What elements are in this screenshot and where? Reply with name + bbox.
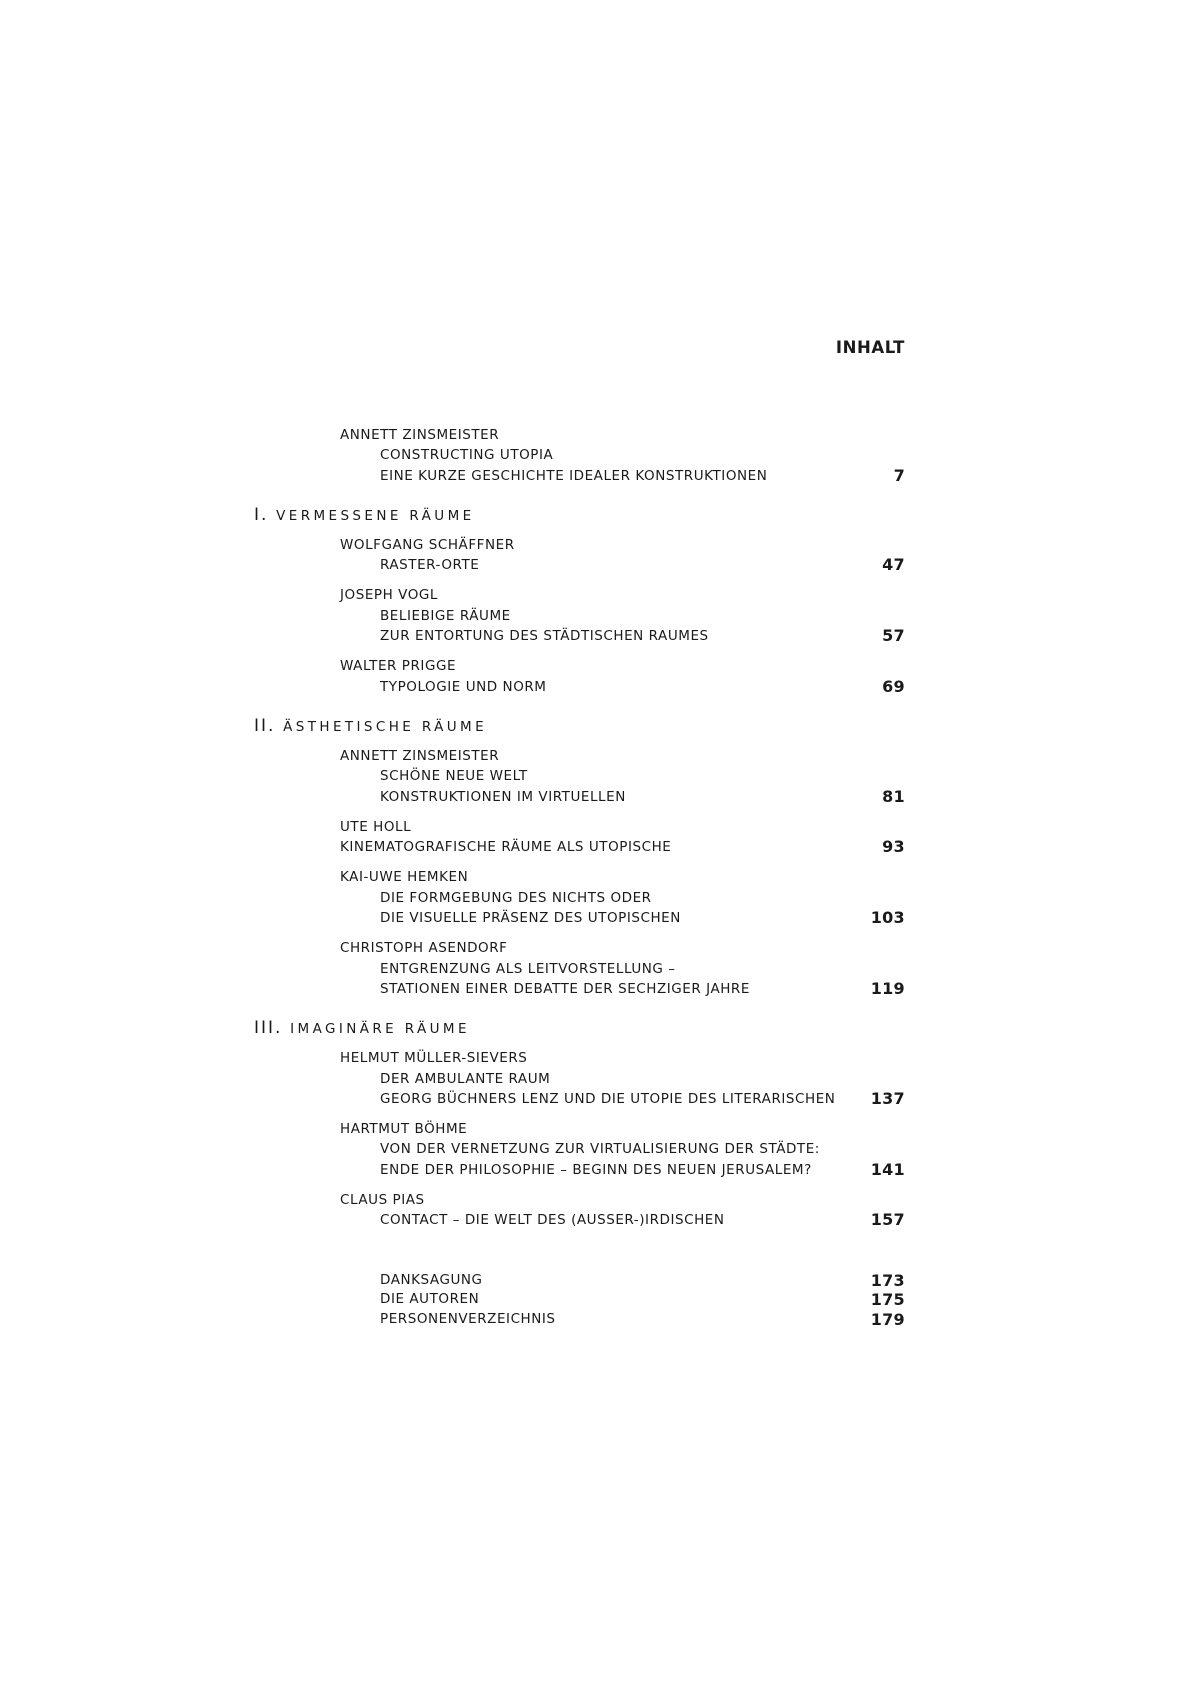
entry-title-line xyxy=(0,626,1200,646)
entry-subtitle: GEORG BÜCHNERS LENZ UND DIE UTOPIE DES LITERARISCHEN xyxy=(380,1090,836,1107)
entry-author: ANNETT ZINSMEISTER xyxy=(340,427,500,443)
entry-title-line xyxy=(0,787,1200,807)
entry-title: RASTER-ORTE xyxy=(380,557,480,574)
section-numeral: I. xyxy=(254,504,269,525)
section-label: VERMESSENE RÄUME xyxy=(276,507,475,524)
entry-title: TYPOLOGIE UND NORM xyxy=(380,678,547,695)
entry-title: CONTACT – DIE WELT DES (AUSSER-)IRDISCHEN xyxy=(380,1212,725,1229)
page-number: 157 xyxy=(870,1210,905,1230)
entry-title-line xyxy=(0,979,1200,999)
entry-title: KINEMATOGRAFISCHE RÄUME ALS UTOPISCHE xyxy=(340,839,672,856)
entry-author: CHRISTOPH ASENDORF xyxy=(340,940,508,957)
entry-title-line: DIE FORMGEBUNG DES NICHTS ODER xyxy=(380,889,652,906)
page-number: 93 xyxy=(882,837,905,857)
entry-author: JOSEPH VOGL xyxy=(340,587,438,604)
page-number: 81 xyxy=(882,786,905,806)
section-label: ÄSTHETISCHE RÄUME xyxy=(283,718,487,735)
entry-title-line xyxy=(0,555,1200,575)
toc-entry xyxy=(0,746,1200,807)
page-number: 175 xyxy=(870,1290,905,1310)
toc-entry xyxy=(0,1119,1200,1180)
toc-entry xyxy=(0,535,1200,576)
entry-title-line xyxy=(0,1210,1200,1230)
entry-title-line xyxy=(0,1089,1200,1109)
backmatter-label: PERSONENVERZEICHNIS xyxy=(380,1310,556,1327)
backmatter-label: DANKSAGUNG xyxy=(380,1271,483,1288)
entry-title-line: SCHÖNE NEUE WELT xyxy=(380,768,528,785)
page-number: 179 xyxy=(870,1309,905,1329)
entry-subtitle: EINE KURZE GESCHICHTE IDEALER KONSTRUKTIONEN xyxy=(380,467,768,484)
entry-author: ANNETT ZINSMEISTER xyxy=(340,747,500,764)
backmatter-label: DIE AUTOREN xyxy=(380,1291,480,1308)
entry-subtitle: STATIONEN EINER DEBATTE DER SECHZIGER JAHRE xyxy=(380,980,750,997)
backmatter-item xyxy=(0,1290,1200,1310)
section-heading xyxy=(0,504,1200,526)
entry-title-line xyxy=(0,837,1200,857)
entry-title-line xyxy=(0,677,1200,697)
entry-author: UTE HOLL xyxy=(340,818,412,835)
toc-entry xyxy=(0,1048,1200,1109)
page-number: 119 xyxy=(870,978,905,998)
entry-author: WALTER PRIGGE xyxy=(340,658,457,675)
page-number: 103 xyxy=(870,908,905,928)
section-heading xyxy=(0,1017,1200,1039)
backmatter-list xyxy=(0,1271,1200,1330)
entry-title-line xyxy=(0,466,1200,486)
toc-entry xyxy=(0,938,1200,999)
page-number: 141 xyxy=(870,1159,905,1179)
toc-entry xyxy=(0,817,1200,858)
toc-entry xyxy=(0,656,1200,697)
page-number: 173 xyxy=(870,1270,905,1290)
section-label: IMAGINÄRE RÄUME xyxy=(290,1021,470,1038)
toc-entry xyxy=(0,585,1200,646)
entry-author: CLAUS PIAS xyxy=(340,1192,425,1209)
entry-title-line: ENTGRENZUNG ALS LEITVORSTELLUNG – xyxy=(380,960,676,977)
entry-subtitle: KONSTRUKTIONEN IM VIRTUELLEN xyxy=(380,788,626,805)
page-title: INHALT xyxy=(835,338,905,357)
page-number: 69 xyxy=(882,676,905,696)
page-number: 7 xyxy=(893,465,905,485)
entry-subtitle: DIE VISUELLE PRÄSENZ DES UTOPISCHEN xyxy=(380,910,681,927)
page-number: 47 xyxy=(882,555,905,575)
entry-subtitle: ENDE DER PHILOSOPHIE – BEGINN DES NEUEN JERUSALEM? xyxy=(380,1161,812,1178)
entry-author: WOLFGANG SCHÄFFNER xyxy=(340,536,515,553)
entry-subtitle: ZUR ENTORTUNG DES STÄDTISCHEN RAUMES xyxy=(380,628,709,645)
entry-title-line: VON DER VERNETZUNG ZUR VIRTUALISIERUNG DER STÄDTE: xyxy=(380,1141,820,1158)
entry-title-line: DER AMBULANTE RAUM xyxy=(380,1070,551,1087)
entry-title-line: BELIEBIGE RÄUME xyxy=(380,607,511,624)
table-of-contents xyxy=(0,425,1200,1340)
section-numeral: II. xyxy=(254,715,276,736)
page-number: 57 xyxy=(882,626,905,646)
page-number: 137 xyxy=(870,1088,905,1108)
toc-entry xyxy=(0,1190,1200,1231)
toc-entry-intro xyxy=(0,425,1200,486)
entry-title-line xyxy=(0,908,1200,928)
entry-title-line xyxy=(0,1160,1200,1180)
entry-author: HELMUT MÜLLER-SIEVERS xyxy=(340,1050,528,1067)
section-heading xyxy=(0,715,1200,737)
entry-title-line: CONSTRUCTING UTOPIA xyxy=(380,447,554,464)
toc-entry xyxy=(0,867,1200,928)
section-numeral: III. xyxy=(254,1018,283,1039)
entry-author: HARTMUT BÖHME xyxy=(340,1121,468,1138)
backmatter-item xyxy=(0,1271,1200,1291)
entry-author: KAI-UWE HEMKEN xyxy=(340,869,469,886)
backmatter-item xyxy=(0,1310,1200,1330)
